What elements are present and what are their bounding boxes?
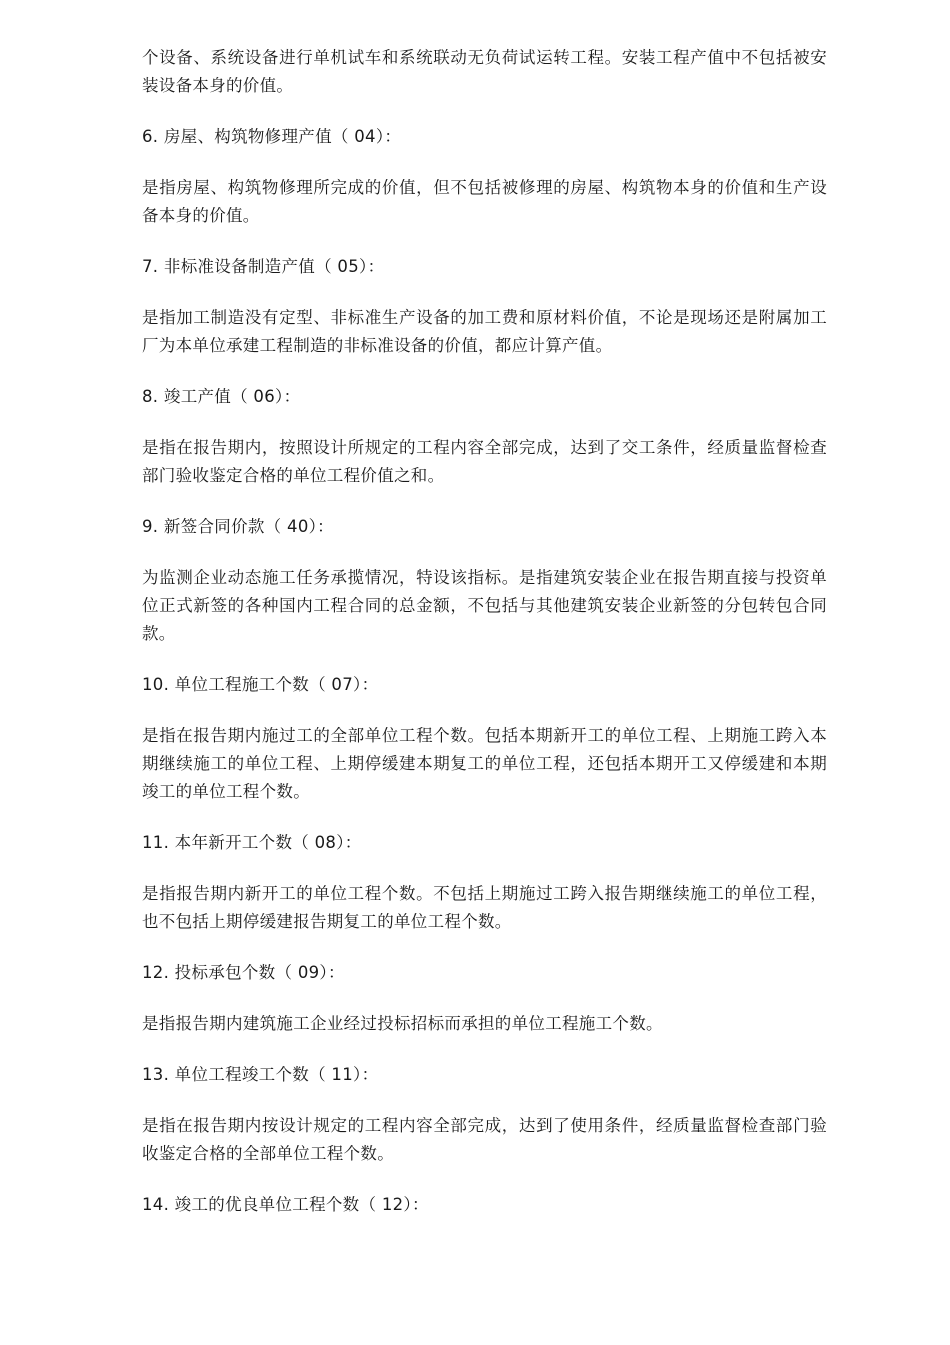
paragraph-item-7: 是指加工制造没有定型、非标准生产设备的加工费和原材料价值，不论是现场还是附属加工厂为本单位承建工程制造的非标准设备的价值，都应计算产值。 <box>142 308 827 355</box>
heading-item-13: 13. 单位工程竣工个数（ 11）： <box>142 1065 379 1084</box>
paragraph-item-10: 是指在报告期内施过工的全部单位工程个数。包括本期新开工的单位工程、上期施工跨入本期继续施工的单位工程、上期停缓建本期复工的单位工程，还包括本期开工又停缓建和本期竣工的单位工程个数。 <box>142 726 827 801</box>
heading-item-9: 9. 新签合同价款（ 40）： <box>142 517 334 536</box>
heading-item-11: 11. 本年新开工个数（ 08）： <box>142 833 362 852</box>
heading-item-6: 6. 房屋、构筑物修理产值（ 04）： <box>142 127 402 146</box>
heading-item-7: 7. 非标准设备制造产值（ 05）： <box>142 257 385 276</box>
heading-item-14: 14. 竣工的优良单位工程个数（ 12）： <box>142 1195 429 1214</box>
heading-item-12: 12. 投标承包个数（ 09）： <box>142 963 345 982</box>
paragraph-item-6: 是指房屋、构筑物修理所完成的价值，但不包括被修理的房屋、构筑物本身的价值和生产设备本身的价值。 <box>142 178 827 225</box>
paragraph-item-13: 是指在报告期内按设计规定的工程内容全部完成，达到了使用条件，经质量监督检查部门验收鉴定合格的全部单位工程个数。 <box>142 1116 827 1163</box>
heading-item-8: 8. 竣工产值（ 06）： <box>142 387 301 406</box>
heading-item-10: 10. 单位工程施工个数（ 07）： <box>142 675 379 694</box>
document-page <box>142 44 827 1242</box>
paragraph-item-12: 是指报告期内建筑施工企业经过投标招标而承担的单位工程施工个数。 <box>142 1014 663 1033</box>
paragraph-item-11: 是指报告期内新开工的单位工程个数。不包括上期施过工跨入报告期继续施工的单位工程，也不包括上期停缓建报告期复工的单位工程个数。 <box>142 884 827 931</box>
paragraph-installation-continued: 个设备、系统设备进行单机试车和系统联动无负荷试运转工程。安装工程产值中不包括被安装设备本身的价值。 <box>142 48 827 95</box>
paragraph-item-9: 为监测企业动态施工任务承揽情况，特设该指标。是指建筑安装企业在报告期直接与投资单位正式新签的各种国内工程合同的总金额，不包括与其他建筑安装企业新签的分包转包合同款。 <box>142 568 827 643</box>
paragraph-item-8: 是指在报告期内，按照设计所规定的工程内容全部完成，达到了交工条件，经质量监督检查部门验收鉴定合格的单位工程价值之和。 <box>142 438 827 485</box>
